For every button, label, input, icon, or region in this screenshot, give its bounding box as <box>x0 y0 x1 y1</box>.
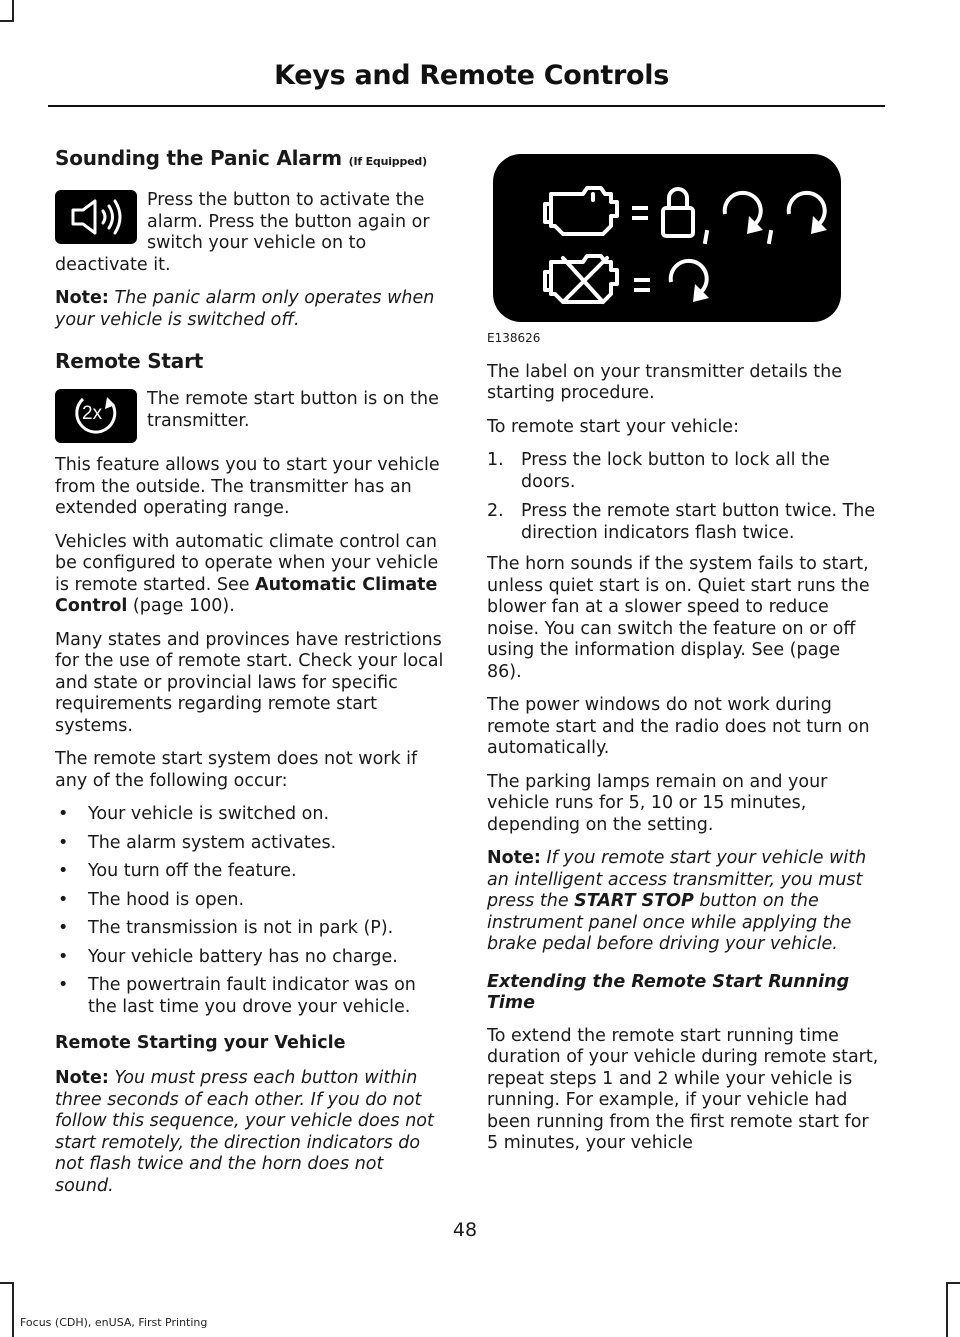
climate-control-link[interactable]: Automatic Climate Control <box>55 574 438 616</box>
remote-start-heading: Remote Start <box>55 349 204 373</box>
panic-horn-icon <box>55 190 137 244</box>
remote-starting-note: Note: You must press each button within three seconds of each other. If you do not follow this sequence, your vehicle does not start remotely, the direction indicators do not flash twice and the horn does not sound. <box>55 1068 434 1196</box>
crop-mark <box>0 1282 14 1284</box>
list-item: • The transmission is not in park (P). <box>55 918 447 940</box>
header-divider <box>48 105 885 107</box>
crop-mark <box>12 0 14 22</box>
list-item: • The alarm system activates. <box>55 833 447 855</box>
steps-list <box>487 450 879 544</box>
crop-mark <box>0 20 14 22</box>
if-equipped-label: (If Equipped) <box>348 155 427 168</box>
list-item: • The powertrain fault indicator was on the last time you drove your vehicle. <box>55 975 447 1018</box>
crop-mark <box>12 1282 14 1337</box>
page-number: 48 <box>452 1219 478 1241</box>
horn-text: The horn sounds if the system fails to start, unless quiet start is on. Quiet start runs the blower fan at a slower speed to reduce noise. You can switch the feature on or off using the information display. See (page 86). <box>487 554 870 682</box>
right-column <box>487 146 879 1167</box>
intelligent-access-note: Note: If you remote start your vehicle with an intelligent access transmitter, you must press the START STOP button on the instrument panel once while applying the brake pedal before driving your vehicle. <box>487 848 867 954</box>
page-title: Keys and Remote Controls <box>274 60 669 91</box>
transmitter-label-figure <box>493 154 841 322</box>
panic-note: Note: The panic alarm only operates when your vehicle is switched off. <box>55 288 435 330</box>
list-item: • Your vehicle battery has no charge. <box>55 947 447 969</box>
remote-start-intro: The remote start button is on the transmitter. <box>147 389 439 431</box>
remote-start-para-3: Many states and provinces have restrictions for the use of remote start. Check your local and state or provincial laws for specific requirements regarding remote start systems. <box>55 629 444 736</box>
list-item: • The hood is open. <box>55 890 447 912</box>
figure-id: E138626 <box>487 331 541 345</box>
remote-start-para-1: This feature allows you to start your vehicle from the outside. The transmitter has an extended operating range. <box>55 455 440 518</box>
to-remote-start-text: To remote start your vehicle: <box>487 416 739 437</box>
panic-alarm-text: Press the button to activate the alarm. Press the button again or switch your vehicle on to deactivate it. <box>55 190 430 275</box>
list-item: • Your vehicle is switched on. <box>55 804 447 826</box>
crop-mark <box>946 1282 948 1337</box>
windows-text: The power windows do not work during remote start and the radio does not turn on automatically. <box>487 695 870 758</box>
remote-start-para-2: Vehicles with automatic climate control can be configured to operate when your vehicle is remote started. See Automatic Climate Control (page 100). <box>55 531 439 616</box>
extending-heading: Extending the Remote Start Running Time <box>487 971 850 1013</box>
conditions-list <box>55 804 447 1018</box>
footer-text: Focus (CDH), enUSA, First Printing <box>20 1316 208 1329</box>
remote-start-icon-label: 2x <box>82 403 103 424</box>
remote-start-2x-icon <box>55 389 137 443</box>
left-column <box>55 146 447 1209</box>
lamps-text: The parking lamps remain on and your vehicle runs for 5, 10 or 15 minutes, depending on the setting. <box>487 771 828 835</box>
remote-start-para-4: The remote start system does not work if any of the following occur: <box>55 749 418 791</box>
list-item: 2. Press the remote start button twice. The direction indicators flash twice. <box>487 501 876 543</box>
label-details-text: The label on your transmitter details the starting procedure. <box>487 361 842 403</box>
panic-alarm-block <box>55 190 447 288</box>
list-item: 1. Press the lock button to lock all the doors. <box>487 450 830 492</box>
list-item: • You turn off the feature. <box>55 861 447 883</box>
panic-alarm-heading: Sounding the Panic Alarm (If Equipped) <box>55 146 427 170</box>
remote-starting-heading: Remote Starting your Vehicle <box>55 1033 346 1053</box>
extending-text: To extend the remote start running time duration of your vehicle during remote start, repeat steps 1 and 2 while your vehicle is running. For example, if your vehicle had been running from the first remote start for 5 minutes, your vehicle <box>487 1025 879 1153</box>
crop-mark <box>946 1282 960 1284</box>
remote-start-block <box>55 389 447 447</box>
